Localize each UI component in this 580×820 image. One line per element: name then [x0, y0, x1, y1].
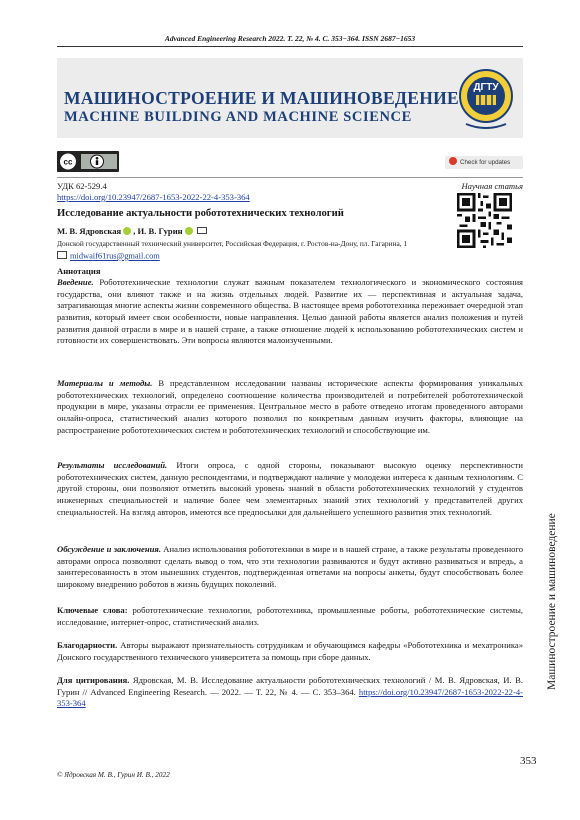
- citation-label: Для цитирования.: [57, 675, 130, 685]
- abstract-methods: [57, 378, 523, 436]
- keywords: [57, 605, 523, 628]
- keywords-label: Ключевые слова:: [57, 605, 128, 615]
- author-name: М. В. Ядровская: [57, 226, 122, 236]
- check-updates-label: Check for updates: [460, 159, 511, 166]
- citation: [57, 675, 523, 710]
- section-text: Робототехнические технологии служат важным показателем технологического и экономического состояния государства, они влияют также и на жизнь отдельных людей. Развитие их — перспективная и актуальная задача, затрагивающая многие аспекты жизни современного общества. В настоящее время робототехника переживает очередной этап развития, который имеет свои особенности, новые направления. Целью данной работы является анализ положения и путей развития данной отрасли в мире и в нашей стране, а также отношение людей к использованию робототехнических систем и готовности их совершенствовать. Эти вопросы являются малоизученными.: [57, 277, 523, 346]
- header-divider: [57, 46, 523, 47]
- university-logo-icon: [458, 66, 514, 132]
- section-text: Анализ использования робототехники в мире и в нашей стране, а также результаты проведенного авторами опроса позволяют сделать вывод о том, что эти технологии развиваются и будут активно развиваться и впредь, а заинтересованность в этом нынешних студентов, подтвержденная ответами на вопросы анкеты, будут способствовать более широкому внедрению роботов в жизнь будущих поколений.: [57, 544, 524, 589]
- page-number: 353: [520, 755, 537, 767]
- authors-line: [57, 226, 207, 236]
- check-for-updates-button[interactable]: [445, 156, 523, 169]
- article-title: Исследование актуальности робототехнических технологий: [57, 208, 344, 219]
- citation-text: Ядровская, М. В. Исследование актуальности робототехнических технологий / М. В. Ядровская, И. В. Гурин // Advanced Engineering Research. — 2022. — Т. 22, № 4. — С. 353–364.: [57, 675, 524, 697]
- section-label: Введение.: [57, 277, 94, 287]
- doi-link[interactable]: https://doi.org/10.23947/2687-1653-2022-22-4-353-364: [57, 192, 250, 202]
- orcid-icon[interactable]: [123, 227, 131, 235]
- section-text: Итоги опроса, с одной стороны, показывают высокую оценку перспективности робототехнических систем, данную респондентами, и подтверждают наличие у молодежи интереса к данным технологиям. С другой стороны, они позволяют отметить высокий уровень знаний в области робототехнических технологий у студентов инженерных специальностей и наличие более чем элементарных знаний этих технологий у представителей других специальностей. На взгляд авторов, имеются все предпосылки для дальнейшего успешного развития этих технологий.: [57, 460, 523, 517]
- acknowledgements-label: Благодарности.: [57, 640, 118, 650]
- copyright: © Ядровская М. В., Гурин И. В., 2022: [57, 771, 170, 779]
- qr-code-icon[interactable]: [457, 193, 512, 248]
- abstract-heading: Аннотация: [57, 266, 101, 276]
- envelope-icon: [197, 227, 207, 235]
- section-text: В представленном исследовании названы исторические аспекты формирования уникальных робототехнических технологий, определено соотношение количества производителей и потребителей робототехнической продукции в мире, указаны отрасли ее применения. Центральное место в работе отведено итогам проведенного авторами онлайн-опроса, статистический анализ которого позволил по конкретным данным изучить факторы, влияющие на распространение робототехнических систем и робототехнических технологий и способствующие им.: [57, 378, 523, 435]
- journal-header: Advanced Engineering Research 2022. Т. 22, № 4. С. 353−364. ISSN 2687−1653: [164, 34, 416, 43]
- orcid-icon[interactable]: [185, 227, 193, 235]
- section-sidebar-label: Машиностроение и машиноведение: [546, 513, 558, 690]
- abstract-results: [57, 460, 523, 518]
- abstract-discussion: [57, 544, 523, 591]
- udk-code: УДК 62-529.4: [57, 181, 107, 191]
- acknowledgements-text: Авторы выражают признательность сотрудникам и обучающимся кафедры «Робототехника и мехатроника» Донского государственного технического университета за помощь при сборе данных.: [57, 640, 523, 662]
- section-label: Материалы и методы.: [57, 378, 153, 388]
- citation-doi-link[interactable]: https://doi.org/10.23947/2687-1653-2022-22-4-353-364: [57, 686, 523, 709]
- email-link[interactable]: midwaif61rus@gmail.com: [70, 251, 160, 261]
- logo-text: ДГТУ: [473, 82, 499, 93]
- acknowledgements: [57, 640, 523, 663]
- affiliation: Донской государственный технический университет, Российская Федерация, г. Ростов-на-Дону, пл. Гагарина, 1: [57, 239, 408, 248]
- author-separator: ,: [133, 226, 138, 236]
- section-title-ru: МАШИНОСТРОЕНИЕ И МАШИНОВЕДЕНИЕ: [64, 88, 460, 108]
- section-label: Обсуждение и заключения.: [57, 544, 161, 554]
- section-title-en: MACHINE BUILDING AND MACHINE SCIENCE: [64, 109, 412, 125]
- cc-label: cc: [63, 157, 73, 167]
- article-type: Научная статья: [461, 181, 523, 191]
- envelope-icon: [57, 251, 67, 259]
- cc-license-badge[interactable]: [57, 151, 119, 172]
- meta-divider: [57, 177, 523, 178]
- author-name: И. В. Гурин: [137, 226, 183, 236]
- keywords-text: робототехнические технологии, робототехника, промышленные роботы, робототехнические системы, исследование, интернет-опрос, статистический анализ.: [57, 605, 523, 627]
- update-icon: [449, 157, 457, 165]
- abstract-introduction: [57, 277, 523, 347]
- email-line: [57, 251, 160, 261]
- cc-by-icon: [57, 151, 119, 172]
- section-label: Результаты исследований.: [57, 460, 168, 470]
